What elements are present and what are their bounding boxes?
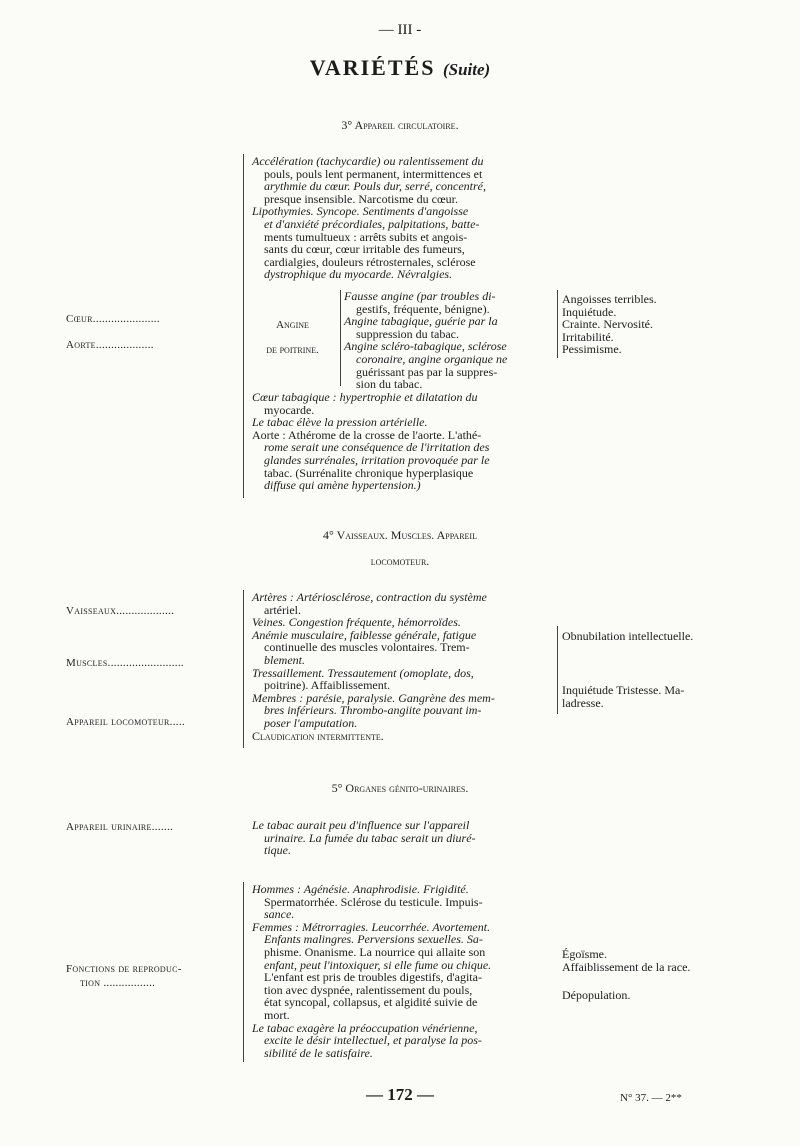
text-line: Claudication intermittente. [252, 728, 384, 743]
section-3-bottom-text [252, 391, 552, 492]
text-line: tabac. (Surrénalite chronique hyperplasique [264, 465, 474, 480]
page-roman-numeral: — III - [378, 22, 422, 38]
text-line: Inquiétude. [562, 304, 617, 319]
text-line: Le tabac élève la pression artérielle. [252, 415, 428, 430]
text-line: Enfants malingres. Perversions sexuelles. Sa- [264, 932, 483, 947]
footer-reference: N° 37. — 2** [620, 1092, 682, 1104]
text-line: Tressaillement. Tressautement (omoplate, dos, [252, 665, 474, 680]
text-line: Égoïsme. [562, 947, 607, 961]
text-line: sibilité de le satisfaire. [264, 1045, 373, 1060]
text-line: Hommes : Agénésie. Anaphrodisie. Frigidité. [252, 882, 469, 896]
text-line: poitrine). Affaiblissement. [264, 678, 391, 693]
text-line: glandes surrénales, irritation provoquée par le [264, 452, 490, 467]
label-fonctions-reproduction: Fonctions de reproduc- [66, 963, 182, 975]
text-line: rome serait une conséquence de l'irritation des [264, 440, 490, 455]
text-line: L'enfant est pris de troubles digestifs, d'agita- [264, 970, 482, 985]
angine-label-line: Angine [276, 319, 309, 331]
section-3-brace [243, 154, 244, 498]
text-line: tion avec dyspnée, ralentissement du pouls, [264, 982, 473, 997]
section-4-text [252, 591, 552, 742]
text-line: ladresse. [562, 695, 604, 710]
text-line: et d'anxiété précordiales, palpitations, batte- [264, 216, 480, 231]
label-appareil-locomoteur: Appareil locomoteur..... [66, 716, 185, 728]
text-line: Spermatorrhée. Sclérose du testicule. Impuis- [264, 894, 483, 909]
text-line: Artères : Artériosclérose, contraction du système [252, 590, 487, 604]
section-4-heading-line-2: locomoteur. [370, 554, 430, 568]
text-line: Femmes : Métrorragies. Leucorrhée. Avortement. [252, 919, 491, 934]
page-title [0, 55, 800, 81]
angine-brace [340, 290, 341, 386]
reproduction-text [252, 883, 552, 1059]
title-suite: (Suite) [442, 60, 491, 79]
section-3-right-brace [557, 290, 558, 358]
text-line: Pessimisme. [562, 342, 622, 357]
angine-de-poitrine-label [245, 313, 340, 363]
section-5-right-text-2 [562, 989, 782, 1002]
text-line: Affaiblissement de la race. [562, 959, 691, 974]
text-line: dystrophique du myocarde. Névralgies. [264, 267, 453, 282]
title-main: VARIÉTÉS [309, 55, 436, 80]
text-line: Aorte : Athérome de la crosse de l'aorte. L'athé- [252, 427, 482, 442]
text-line: suppression du tabac. [356, 326, 459, 341]
text-line: sance. [264, 907, 295, 922]
text-line: coronaire, angine organique ne [356, 351, 508, 366]
text-line: Angine scléro-tabagique, sclérose [344, 339, 507, 354]
text-line: continuelle des muscles volontaires. Trem- [264, 640, 470, 655]
text-line: Le tabac aurait peu d'influence sur l'appareil [252, 818, 470, 832]
text-line: arythmie du cœur. Pouls dur, serré, concentré, [264, 179, 486, 194]
text-line: sion du tabac. [356, 377, 423, 392]
text-line: Angine tabagique, guérie par la [344, 314, 498, 329]
text-line: Cœur tabagique : hypertrophie et dilatation du [252, 390, 478, 404]
text-line: Membres : parésie, paralysie. Gangrène des mem- [252, 690, 495, 705]
text-line: phisme. Onanisme. La nourrice qui allaite son [264, 944, 486, 959]
section-4-heading-line-1: 4° Vaisseaux. Muscles. Appareil [323, 528, 477, 542]
text-line: Angoisses terribles. [562, 292, 657, 306]
label-vaisseaux: Vaisseaux................... [66, 605, 175, 617]
text-line: ments tumultueux : arrêts subits et angois- [264, 229, 468, 244]
label-muscles: Muscles......................... [66, 657, 184, 669]
text-line: presque insensible. Narcotisme du cœur. [264, 191, 458, 206]
section-4-right-brace [557, 626, 558, 714]
text-line: excite le désir intellectuel, et paralyse la pos- [264, 1033, 482, 1048]
text-line: Inquiétude Tristesse. Ma- [562, 683, 685, 697]
label-aorte: Aorte................... [66, 339, 154, 351]
text-line: Crainte. Nervosité. [562, 317, 653, 332]
text-line: blement. [264, 652, 305, 667]
text-line: poser l'amputation. [264, 715, 358, 730]
text-line: artériel. [264, 602, 301, 617]
text-line: cardialgies, douleurs rétrosternales, sclérose [264, 254, 476, 269]
section-4-right-text-2 [562, 684, 762, 709]
text-line: diffuse qui amène hypertension.) [264, 478, 421, 493]
text-line: bres inférieurs. Thrombo-angiite pouvant im- [264, 703, 482, 718]
text-line: myocarde. [264, 402, 315, 417]
section-4-brace [243, 590, 244, 748]
text-line: Veines. Congestion fréquente, hémorroïdes. [252, 615, 461, 630]
text-line: urinaire. La fumée du tabac serait un diuré- [264, 830, 476, 845]
label-coeur: Cœur...................... [66, 313, 160, 325]
text-line: Irritabilité. [562, 329, 614, 344]
text-line: Anémie musculaire, faiblesse générale, fatigue [252, 627, 477, 642]
section-3-right-text [562, 293, 762, 356]
text-line: sants du cœur, cœur irritable des fumeurs, [264, 242, 465, 257]
section-5-brace [243, 882, 244, 1062]
section-4-right-text [562, 630, 762, 643]
label-fonctions-reproduction-2: tion ................. [80, 977, 156, 989]
text-line: guérissant pas par la suppres- [356, 364, 498, 379]
text-line: état syncopal, collapsus, et algidité suivie de [264, 995, 478, 1010]
text-line: Le tabac exagère la préoccupation vénérienne, [252, 1020, 478, 1035]
text-line: tique. [264, 843, 291, 858]
text-line: enfant, peut l'intoxiquer, si elle fume ou chique. [264, 957, 492, 972]
text-line: Accélération (tachycardie) ou ralentissement du [252, 154, 484, 168]
text-line: gestifs, fréquente, bénigne). [356, 301, 490, 316]
section-5-heading: 5° Organes génito-urinaires. [331, 781, 469, 795]
section-3-top-text [252, 155, 552, 281]
text-line: pouls, pouls lent permanent, intermittences et [264, 166, 483, 181]
section-3-heading: 3° Appareil circulatoire. [341, 118, 459, 132]
angine-label-line: de poitrine. [266, 344, 319, 356]
section-5-right-text [562, 948, 782, 973]
text-line: Dépopulation. [562, 988, 631, 1002]
text-line: Lipothymies. Syncope. Sentiments d'angoisse [252, 204, 469, 219]
text-line: Fausse angine (par troubles di- [344, 289, 496, 303]
page-number: — 172 — [366, 1085, 434, 1104]
text-line: mort. [264, 1007, 290, 1022]
angine-text [344, 290, 556, 391]
label-appareil-urinaire: Appareil urinaire....... [66, 821, 174, 833]
text-line: Obnubilation intellectuelle. [562, 629, 694, 643]
urinaire-text [252, 819, 552, 857]
